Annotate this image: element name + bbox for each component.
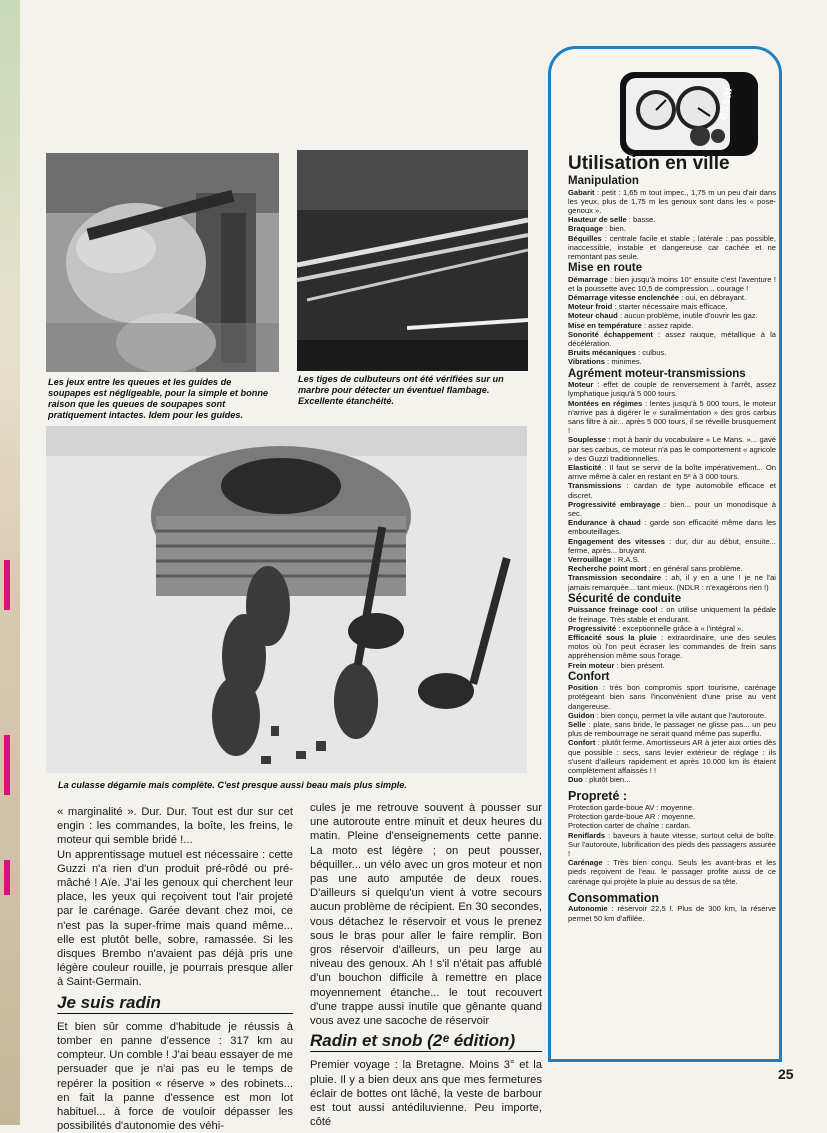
article-paragraph: Premier voyage : la Bretagne. Moins 3° et la pluie. Il y a bien deux ans que mes fermetures éclair de bottes ont lâché, la veste de barbour est tout aussi antédiluvienne. Peu importe, côté bbox=[310, 1059, 542, 1129]
photo-cylinder-head bbox=[46, 426, 527, 773]
sidebar-entry bbox=[568, 330, 776, 348]
sidebar-entry-text: : culbus. bbox=[635, 348, 667, 358]
page-edge-mark bbox=[4, 560, 10, 610]
sidebar-section-heading: Manipulation bbox=[568, 175, 639, 187]
sidebar-entry-key: Mise en température bbox=[568, 320, 642, 330]
sidebar-section-heading: Agrément moteur-transmissions bbox=[568, 367, 746, 380]
sidebar-entry-key: Démarrage vitesse enclenchée bbox=[568, 293, 680, 303]
sidebar-entry-key: Transmission secondaire bbox=[568, 573, 662, 583]
sidebar-entry-text: : starter nécessaire mais efficace. bbox=[612, 302, 728, 312]
sidebar-entry-text: : petit : 1,65 m tout impec., 1,75 m un peu d'air dans les yeux, plus de 1,75 m les genoux sont dans les « pose-genoux ». bbox=[568, 187, 776, 215]
sidebar-entry-key: Selle bbox=[568, 720, 586, 730]
sidebar-entry-text: : cardan de type automobile efficace et discret. bbox=[568, 481, 776, 500]
sidebar-entry-key: Efficacité sous la pluie bbox=[568, 632, 657, 642]
sidebar-entry-text: : assez rauque, métallique à la décélération. bbox=[568, 329, 777, 349]
sidebar-sections bbox=[568, 175, 776, 923]
sidebar-entry-key: Engagement des vitesses bbox=[568, 536, 665, 546]
sidebar-entry-text: : exceptionnelle grâce à « l'intégral ». bbox=[616, 623, 744, 633]
sidebar-entry-text: : Il faut se servir de la boîte impérativement... On arrive même à caler en restant en 5ᵉ à 3 000 tours. bbox=[568, 462, 776, 482]
sidebar-entry-text: : ah, il y en a une ! je ne l'ai jamais remarquée... tant mieux. (NDLR : n'exagérons rien !) bbox=[568, 573, 776, 592]
sidebar-entry bbox=[568, 321, 776, 330]
sidebar-entry-key: Progressivité bbox=[568, 623, 617, 633]
sidebar-entry bbox=[568, 812, 776, 821]
sidebar-entry bbox=[568, 821, 776, 830]
caption-pushrods: Les tiges de culbuteurs ont été vérifiées sur un marbre pour détecter un éventuel flambage. Excellente étanchéité. bbox=[298, 374, 504, 406]
page-number: 25 bbox=[778, 1066, 794, 1082]
sidebar-entry-key: Recherche point mort bbox=[568, 564, 647, 574]
section-heading-radin-et-snob: Radin et snob (2ᵉ édition) bbox=[310, 1034, 542, 1052]
sidebar-entry bbox=[568, 311, 776, 320]
sidebar-section-heading: Sécurité de conduite bbox=[568, 592, 682, 605]
sidebar-entry bbox=[568, 775, 776, 784]
page-edge-strip bbox=[0, 0, 20, 1125]
sidebar-entry-key: Hauteur de selle bbox=[568, 215, 627, 225]
sidebar-entry-key: Démarrage bbox=[568, 274, 608, 284]
sidebar-entry bbox=[568, 215, 776, 224]
sidebar-entry-text: : réservoir 22,5 l. Plus de 300 km, la réserve permet 50 km d'affilée. bbox=[568, 904, 776, 923]
sidebar-entry-key: Position bbox=[568, 683, 598, 693]
sidebar-entry bbox=[568, 831, 776, 859]
sidebar-entry bbox=[568, 500, 776, 518]
sidebar-entry bbox=[568, 624, 776, 633]
sidebar-content bbox=[568, 153, 776, 923]
article-column-1 bbox=[57, 805, 293, 1133]
sidebar-entry bbox=[568, 348, 776, 357]
sidebar-entry-key: Progressivité embrayage bbox=[568, 499, 661, 509]
sidebar-entry bbox=[568, 463, 776, 481]
sidebar-entry-text: : extraordinaire, une des seules motos où l'on peut écraser les commandes de frein sans appréhension même sous l'orage. bbox=[568, 632, 776, 661]
sidebar-entry-text: : centrale facile et stable ; latérale : pas possible, inaccessible, instable et dangereuse car cachée et ne remontant pas seule. bbox=[568, 233, 776, 261]
sidebar-entry-text: : en général sans problème. bbox=[646, 564, 743, 574]
sidebar-entry bbox=[568, 188, 776, 216]
sidebar-entry-key: Verrouillage bbox=[568, 555, 612, 565]
sidebar-entry-key: Béquilles bbox=[568, 233, 602, 243]
essai-logo-text: essai bbox=[714, 86, 735, 121]
sidebar-entry bbox=[568, 711, 776, 720]
article-paragraph: Et bien sûr comme d'habitude je réussis à tomber en panne d'essence : 317 km au compteur. Un comble ! J'ai beau essayer de me persuader que je n'ai pas eu le temps de repérer la position « réserve » des robinets... en fait la panne d'essence est mon lot habituel... à force de vouloir dépasser les possibilités d'autonomie des véhi- bbox=[57, 1020, 293, 1133]
sidebar-entry bbox=[568, 293, 776, 302]
sidebar-entry-text: : lentes jusqu'à 5 000 tours, le moteur n'arrive pas à digérer le « suralimentation » des gros carbus sans filtre à air... après 5 000 tours, il se réveille brusquement ! bbox=[568, 398, 776, 436]
sidebar-entry bbox=[568, 518, 776, 536]
page-edge-mark bbox=[4, 735, 10, 795]
sidebar-entry-key: Moteur froid bbox=[568, 302, 613, 312]
sidebar-entry bbox=[568, 661, 776, 670]
sidebar-entry bbox=[568, 555, 776, 564]
sidebar-entry-key: Souplesse bbox=[568, 435, 606, 445]
sidebar-entry bbox=[568, 435, 776, 463]
sidebar-entry-key: Bruits mécaniques bbox=[568, 348, 636, 358]
sidebar-entry-text: Protection garde-boue AV : moyenne. bbox=[568, 802, 695, 812]
sidebar-entry-text: : plutôt ferme. Amortisseurs AR à jeter aux orties dès que possible : secs, sans levier extérieur de réglage : ils s'usent d'ailleurs rapidement et après 10.000 km ils étaient complètement affaissés ! ! bbox=[568, 738, 776, 776]
sidebar-entry bbox=[568, 564, 776, 573]
sidebar-section-heading: Consommation bbox=[568, 890, 659, 905]
sidebar-entry-text: : bien... pour un monodisque à sec. bbox=[568, 499, 776, 518]
sidebar-section-heading: Mise en route bbox=[568, 262, 643, 275]
photo-valve-guides bbox=[46, 153, 279, 372]
sidebar-section-heading: Confort bbox=[568, 670, 610, 683]
sidebar-entry bbox=[568, 858, 776, 886]
sidebar-entry-text: : oui, en débrayant. bbox=[679, 293, 747, 303]
sidebar-entry-text: : bien. bbox=[603, 224, 626, 234]
sidebar-entry bbox=[568, 302, 776, 311]
sidebar-entry-key: Moteur bbox=[568, 380, 594, 390]
sidebar-entry-text: : on utilise uniquement la pédale de freinage. Très stable et endurant. bbox=[568, 605, 776, 624]
sidebar-entry-text: : bien conçu, permet la ville autant que l'autoroute. bbox=[594, 710, 767, 720]
sidebar-entry-text: : basse. bbox=[626, 215, 656, 225]
sidebar-entry bbox=[568, 537, 776, 555]
sidebar-entry-text: : mot à banir du vocabulaire « Le Mans. »... gavé par ses carbus, ce moteur n'a pas le comportement « agricole » des Guzzi traditionnelles. bbox=[568, 435, 776, 463]
sidebar-entry bbox=[568, 605, 776, 623]
sidebar-entry-key: Gabarit bbox=[568, 187, 595, 197]
sidebar-entry-key: Duo bbox=[568, 775, 583, 785]
sidebar-entry bbox=[568, 380, 776, 398]
sidebar-entry-key: Montées en régimes bbox=[568, 398, 643, 408]
sidebar-entry-key: Vibrations bbox=[568, 357, 605, 367]
sidebar-entry bbox=[568, 399, 776, 436]
sidebar-entry bbox=[568, 904, 776, 922]
sidebar-entry bbox=[568, 720, 776, 738]
sidebar-entry-text: : plutôt bien... bbox=[582, 775, 631, 785]
photo-pushrods bbox=[297, 150, 528, 371]
sidebar-entry-text: : aucun problème, inutile d'ouvrir les gaz. bbox=[617, 311, 758, 321]
article-column-2 bbox=[310, 801, 542, 1129]
sidebar-entry-text: : Très bien conçu. Seuls les avant-bras et les pieds reçoivent de l'eau. le passager profite aussi de ce carénage qui projète la pluie au dessus de sa tête. bbox=[568, 858, 776, 886]
sidebar-entry-text: Protection carter de chaîne : cardan. bbox=[568, 821, 691, 831]
sidebar-entry-text: : bien présent. bbox=[614, 660, 665, 670]
sidebar-entry-key: Sonorité échappement bbox=[568, 329, 653, 339]
sidebar-entry-text: : effet de couple de renversement à l'arrêt, assez lymphatique jusqu'à 5 000 tours. bbox=[568, 380, 776, 399]
article-paragraph: cules je me retrouve souvent à pousser sur une autoroute entre minuit et deux heures du matin. Pleine d'enseignements cette panne. La moto est légère ; on peut pousser, béquiller... un vélo avec un gros moteur et non pas une auto amputée de deux roues. D'ailleurs si quelqu'un vient à votre secours aucun problème de récipient. En 30 secondes, vous détachez le réservoir et vous le prenez sous le bras pour aller le faire remplir. Bon gros réservoir d'ailleurs, un peu large au niveau des genoux. Ah ! s'il n'était pas affublé d'un bouchon difficile à remettre en place moyennement étanche... le tout recouvert d'une trappe aussi inutile que gênante quand vous avez une sacoche de réservoir bbox=[310, 802, 542, 1028]
essai-logo bbox=[620, 72, 758, 156]
sidebar-entry bbox=[568, 481, 776, 499]
sidebar-entry-text: : bien jusqu'à moins 10° ensuite c'est l'aventure ! et la poussette avec 10,5 de compression... courage ! bbox=[568, 274, 776, 293]
sidebar-entry bbox=[568, 275, 776, 293]
article-paragraph: « marginalité ». Dur. Dur. Tout est dur sur cet engin : les commandes, la boîte, les freins, le moteur qui semble bridé !... bbox=[57, 806, 293, 847]
sidebar-title: Utilisation en ville bbox=[568, 153, 730, 174]
caption-valve-guides: Les jeux entre les queues et les guides de soupapes est négligeable, pour la simple et bonne raison que les queues de soupapes sont pratiquement intactes. Idem pour les guides. bbox=[48, 377, 269, 420]
article-paragraph: Un apprentissage mutuel est nécessaire : cette Guzzi n'a rien d'un produit pré-rôdé ou pré-mâché ! Aïe. J'ai les genoux qui cherchent leur place, les yeux qui reçoivent tout l'air projeté par le carénage. Garée devant chez moi, ce n'est pas la super-frime mais quand même... elle est plutôt belle, sobre, ramassée. Si les disques Brembo n'avaient pas déjà pris une légère couleur rouille, je pourrais presque aller à Saint-Germain. bbox=[57, 848, 293, 989]
sidebar-section-heading: Propreté : bbox=[568, 789, 628, 804]
sidebar-entry-key: Guidon bbox=[568, 710, 595, 720]
sidebar-entry-text: Protection garde-boue AR : moyenne. bbox=[568, 812, 696, 822]
sidebar-entry-key: Frein moteur bbox=[568, 660, 615, 670]
sidebar-entry bbox=[568, 633, 776, 661]
sidebar-entry-text: : dur, dur au début, ensuite... ferme, après... bruyant. bbox=[568, 536, 776, 555]
sidebar-entry-key: Autonomie bbox=[568, 904, 608, 914]
page-edge-mark bbox=[4, 860, 10, 895]
sidebar-entry bbox=[568, 357, 776, 366]
sidebar-entry-text: : R.A.S. bbox=[611, 555, 640, 565]
sidebar-entry-key: Confort bbox=[568, 738, 596, 748]
caption-cylinder-head: La culasse dégarnie mais complète. C'est presque aussi beau mais plus simple. bbox=[58, 780, 407, 790]
section-heading-je-suis-radin: Je suis radin bbox=[57, 996, 293, 1014]
sidebar-entry bbox=[568, 738, 776, 775]
sidebar-entry-key: Reniflards bbox=[568, 830, 606, 840]
sidebar-entry-key: Carénage bbox=[568, 858, 603, 868]
sidebar-entry-key: Elasticité bbox=[568, 462, 602, 472]
sidebar-entry-text: : minimes. bbox=[605, 357, 642, 367]
sidebar-entry bbox=[568, 803, 776, 812]
sidebar-entry-key: Puissance freinage cool bbox=[568, 605, 658, 615]
sidebar-entry-text: : garde son efficacité même dans les embouteillages. bbox=[568, 518, 776, 537]
sidebar-entry-text: : très bon compromis sport tourisme, carénage protégeant bien sans l'inconvénient d'une prise au vent dangereuse. bbox=[568, 683, 776, 711]
sidebar-entry-text: : assez rapide. bbox=[641, 320, 694, 330]
sidebar-entry bbox=[568, 573, 776, 591]
sidebar-entry-key: Moteur chaud bbox=[568, 311, 618, 321]
sidebar-entry bbox=[568, 224, 776, 233]
sidebar-entry bbox=[568, 234, 776, 262]
sidebar-entry-text: : baveurs à haute vitesse, surtout celui de boîte. Sur l'autoroute, lubrification des pieds des passagers assurée ! bbox=[568, 830, 776, 858]
sidebar-entry-text: : plate, sans bride, le passager ne glisse pas... un peu plus de rembourrage ne serait quand même pas superflu. bbox=[568, 720, 776, 739]
sidebar-entry-key: Braquage bbox=[568, 224, 604, 234]
sidebar-entry-key: Endurance à chaud bbox=[568, 518, 641, 528]
sidebar-entry bbox=[568, 683, 776, 711]
sidebar-entry-key: Transmissions bbox=[568, 481, 622, 491]
